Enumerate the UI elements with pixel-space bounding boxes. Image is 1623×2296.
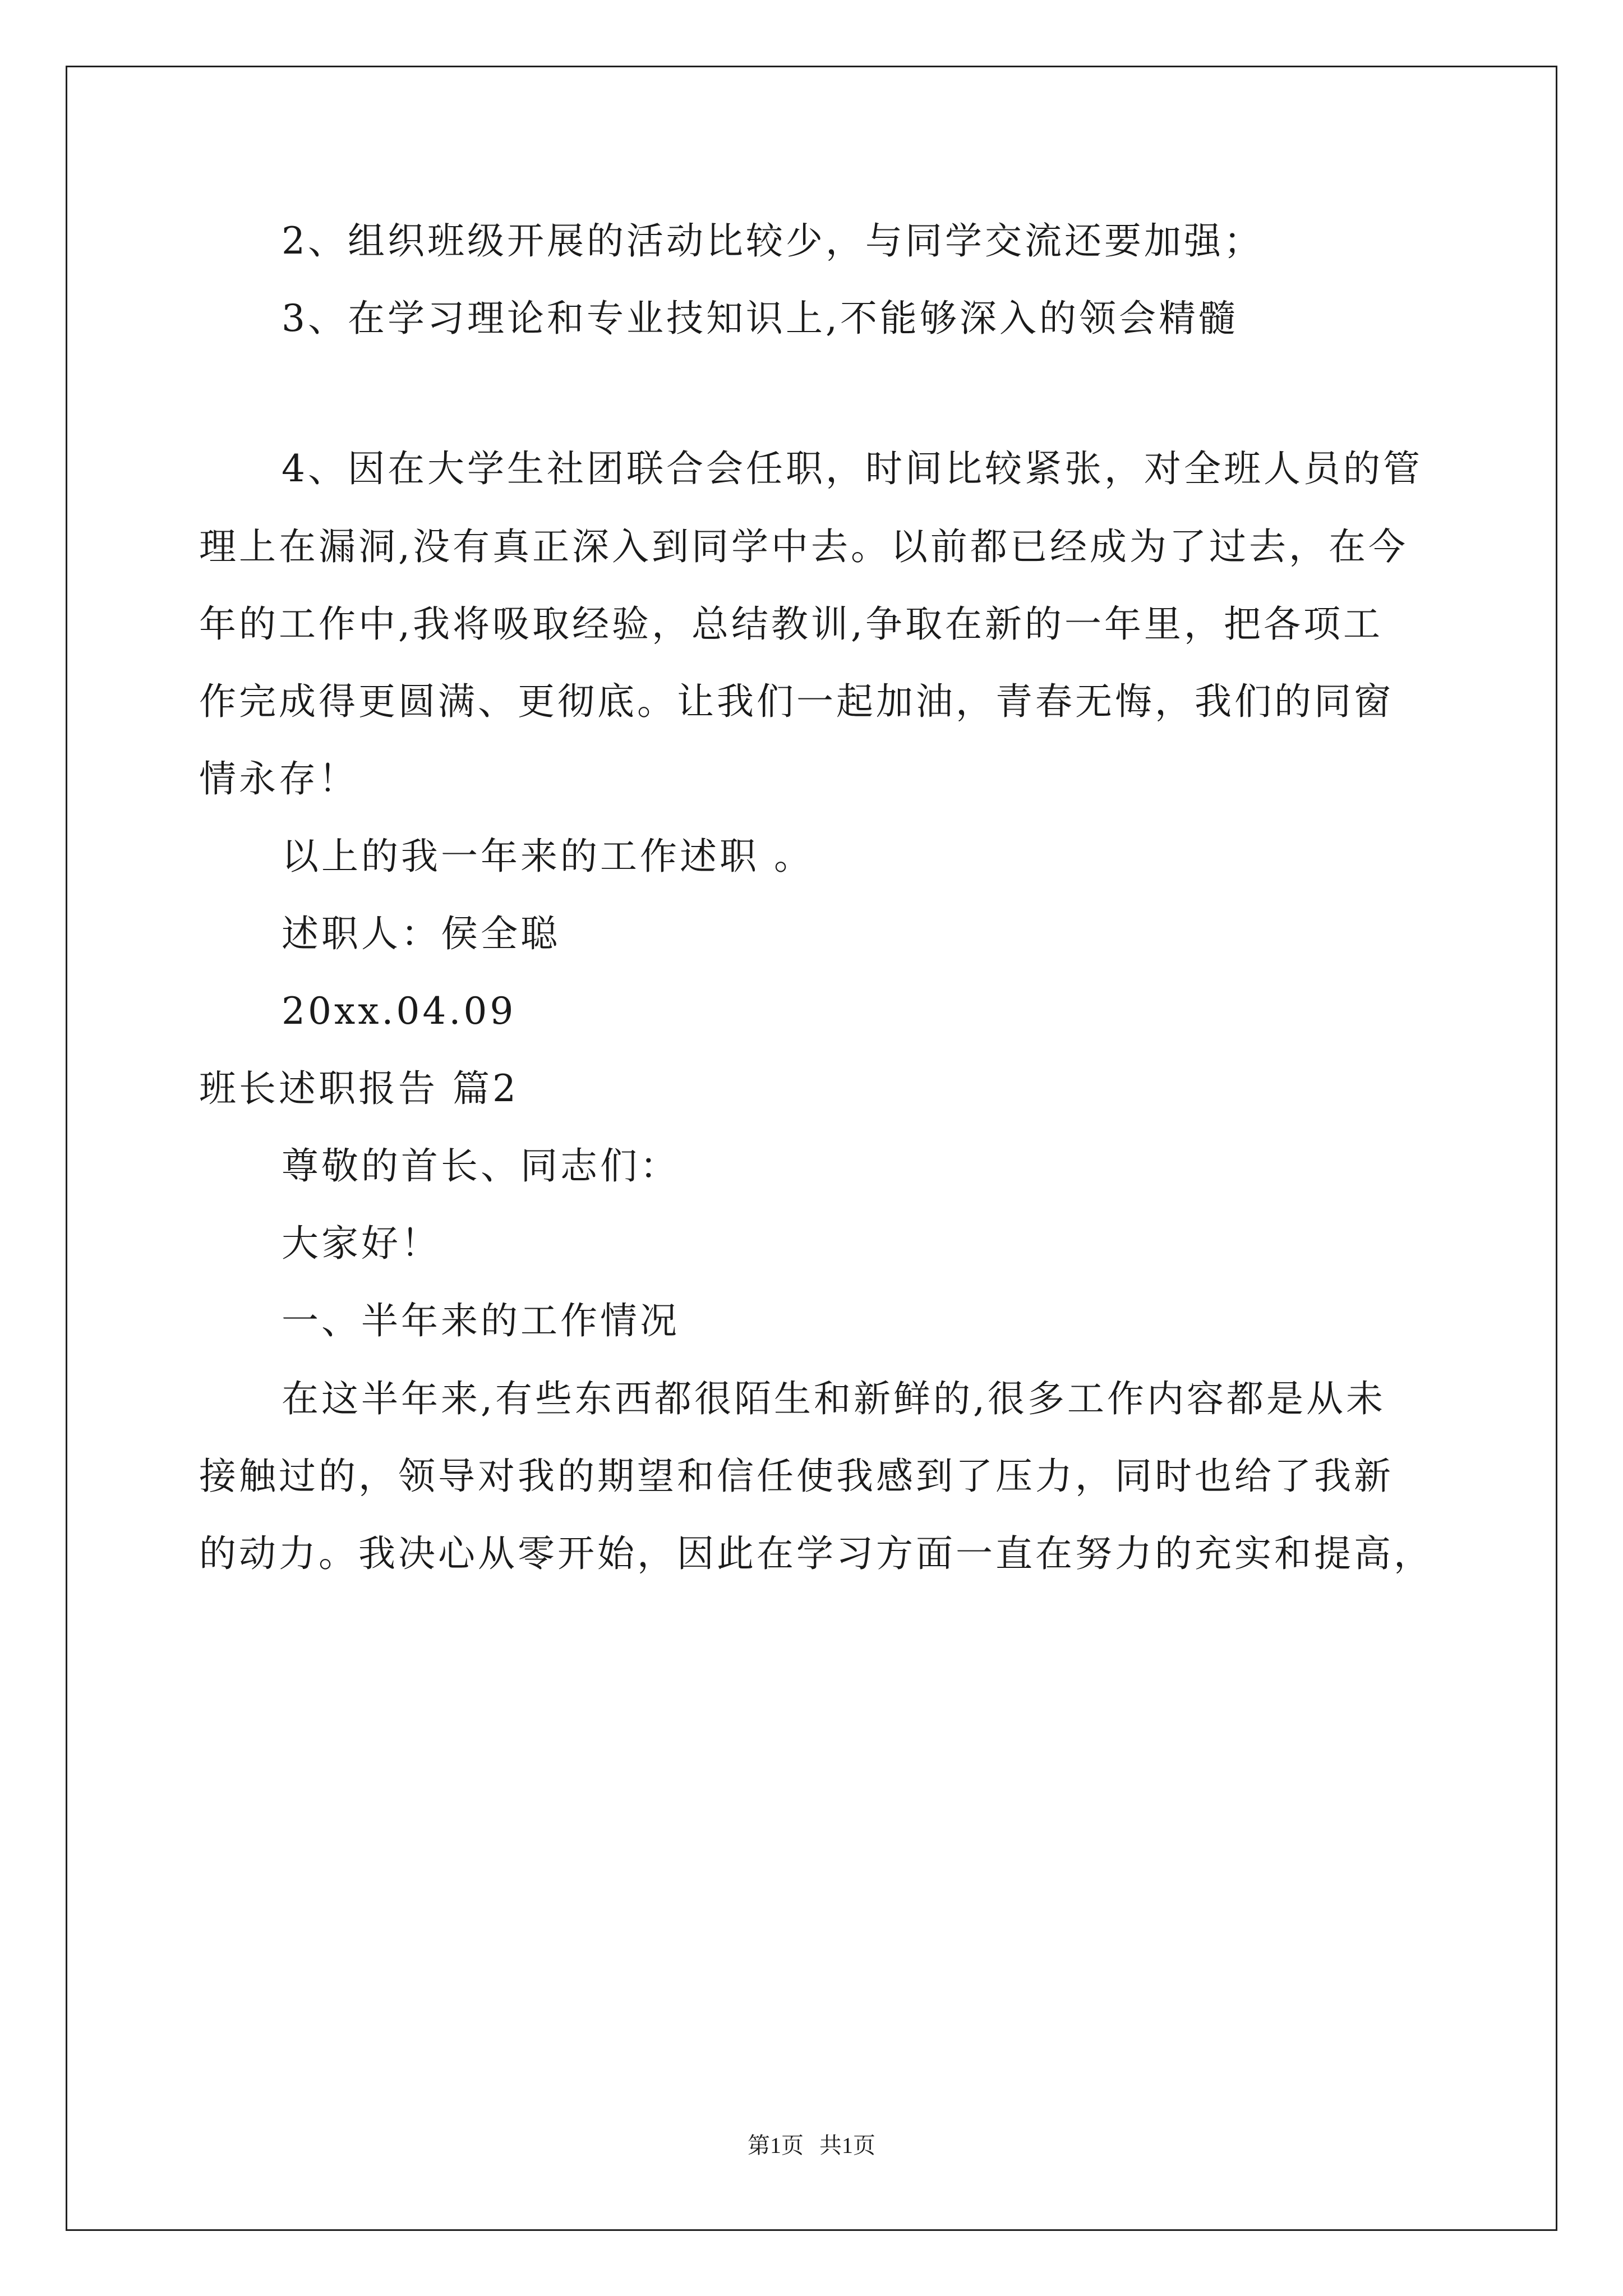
page-number: 第1页: [748, 2133, 804, 2158]
page-total: 共1页: [819, 2133, 875, 2158]
paragraph-line: 接触过的，领导对我的期望和信任使我感到了压力，同时也给了我新: [199, 1455, 1394, 1498]
salutation: 尊敬的首长、同志们：: [282, 1144, 680, 1188]
subsection-heading: 一、半年来的工作情况: [282, 1299, 680, 1342]
page-footer: [0, 2132, 1623, 2160]
closing-statement: 以上的我一年来的工作述职 。: [282, 835, 814, 878]
reporter-name: 述职人：侯全聪: [282, 912, 560, 955]
list-item-3: 3、在学习理论和专业技知识上,不能够深入的领会精髓: [282, 297, 1238, 340]
paragraph-line: 作完成得更圆满、更彻底。让我们一起加油，青春无悔，我们的同窗: [199, 680, 1394, 723]
greeting: 大家好！: [282, 1222, 441, 1265]
list-item-2: 2、组织班级开展的活动比较少，与同学交流还要加强；: [282, 219, 1264, 263]
paragraph-line: 理上在漏洞,没有真正深入到同学中去。以前都已经成为了过去，在今: [199, 525, 1408, 568]
paragraph-line: 情永存！: [199, 757, 358, 800]
list-item-4: 4、因在大学生社团联合会任职，时间比较紧张，对全班人员的管: [282, 447, 1423, 490]
paragraph-line: 年的工作中,我将吸取经验，总结教训,争取在新的一年里，把各项工: [199, 602, 1383, 646]
section-title: 班长述职报告 篇2: [199, 1067, 519, 1110]
paragraph-line: 在这半年来,有些东西都很陌生和新鲜的,很多工作内容都是从未: [282, 1377, 1386, 1420]
report-date: 20xx.04.09: [282, 990, 517, 1033]
paragraph-line: 的动力。我决心从零开始，因此在学习方面一直在努力的充实和提高，: [199, 1532, 1433, 1575]
